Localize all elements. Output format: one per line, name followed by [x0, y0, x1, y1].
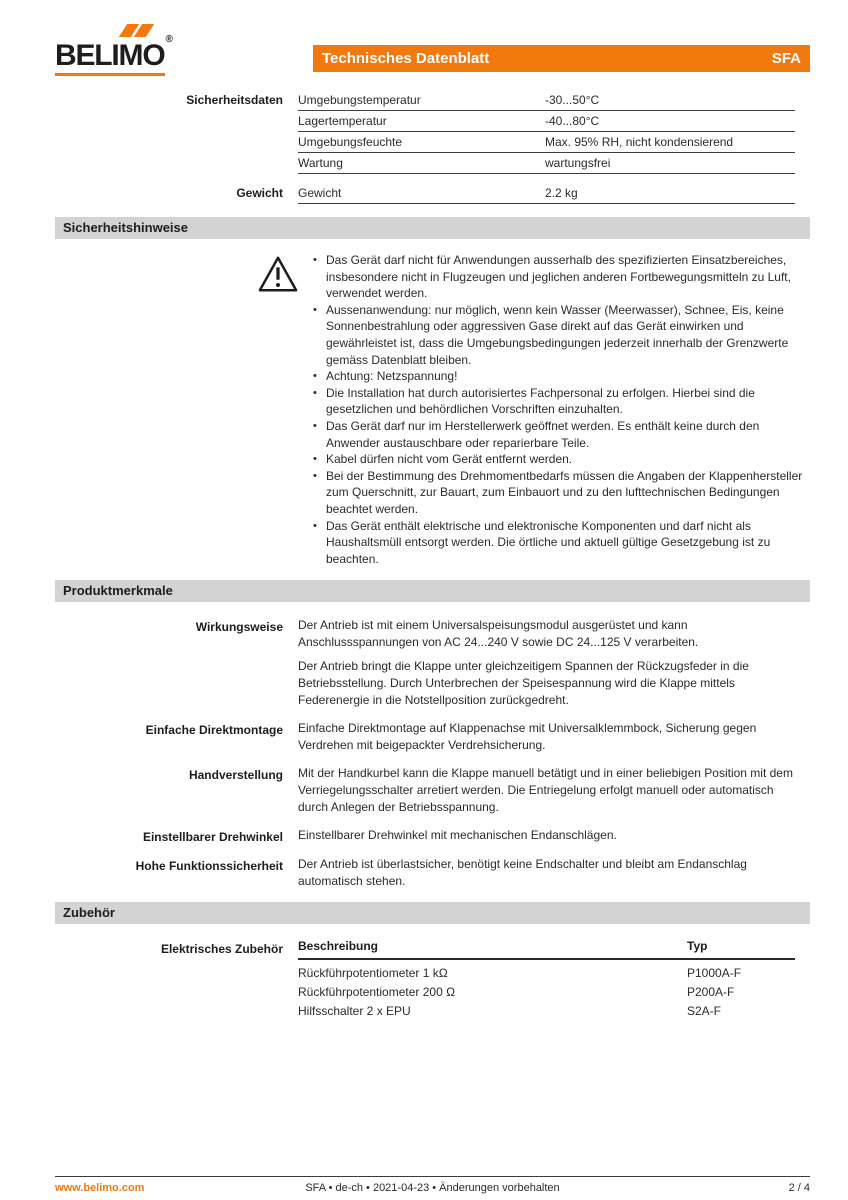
feature-label: Einfache Direktmontage [145, 723, 283, 738]
safety-note-text: Das Gerät darf nur im Herstellerwerk geöffnet werden. Es enthält keine durch den Anwender austauschbare oder reparierbare Teile. [326, 418, 760, 450]
accessories-table [298, 939, 795, 1020]
accessory-type: S2A-F [687, 1003, 722, 1018]
spec-name: Lagertemperatur [298, 114, 387, 128]
safety-note-item [313, 252, 810, 302]
accessory-row [298, 982, 795, 1001]
registered-mark-icon: ® [165, 34, 172, 45]
accessory-description: Rückführpotentiometer 1 kΩ [298, 965, 448, 980]
safety-note-item [313, 418, 810, 451]
safety-note-item [313, 368, 810, 385]
spec-value: wartungsfrei [545, 156, 611, 170]
safety-note-item [313, 302, 810, 368]
safety-note-text: Kabel dürfen nicht vom Gerät entfernt werden. [326, 452, 573, 467]
feature-paragraph: Der Antrieb bringt die Klappe unter gleichzeitigem Spannen der Rückzugsfeder in die Betriebsstellung. Durch Unterbrechen der Speisespannung wird die Klappe mittels Federenergie in die Notstellposition zurückgedreht. [298, 659, 749, 707]
spec-value: -40...80°C [545, 114, 600, 128]
bullet-icon: • [313, 469, 317, 482]
content [55, 90, 810, 1020]
bullet-icon: • [313, 453, 317, 466]
feature-description [298, 827, 795, 844]
feature-description [298, 617, 795, 708]
spec-name: Gewicht [298, 186, 342, 200]
safety-notes [55, 252, 810, 567]
product-feature [55, 720, 810, 753]
bullet-icon: • [313, 370, 317, 383]
product-feature [55, 856, 810, 889]
accessory-description: Rückführpotentiometer 200 Ω [298, 984, 456, 999]
safety-data-block [55, 90, 810, 174]
feature-paragraph: Einstellbarer Drehwinkel mit mechanischen Endanschlägen. [298, 828, 617, 843]
feature-label: Wirkungsweise [195, 620, 283, 635]
logo-brand: BELIMO [55, 39, 165, 72]
warning-triangle-icon [257, 254, 299, 294]
logo-text [55, 34, 172, 72]
feature-label: Hohe Funktionssicherheit [135, 859, 283, 874]
bullet-icon: • [313, 303, 317, 316]
feature-paragraph: Mit der Handkurbel kann die Klappe manuell betätigt und in einer beliebigen Position mit dem Verriegelungsschalter arretiert werden. Die Entriegelung erfolgt manuell oder automatisch durch Anlegen der Betriebsspannung. [298, 766, 793, 814]
accessories-group-label: Elektrisches Zubehör [160, 942, 283, 957]
safety-note-text: Die Installation hat durch autorisiertes Fachpersonal zu erfolgen. Hierbei sind die gesetzlichen und behördlichen Vorschriften einzuhalten. [326, 385, 755, 417]
spec-name: Umgebungstemperatur [298, 93, 421, 107]
section-bar-product-features: Produktmerkmale [55, 580, 810, 602]
product-feature [55, 617, 810, 708]
safety-note-item [313, 518, 810, 568]
spec-value: Max. 95% RH, nicht kondensierend [545, 135, 734, 149]
weight-table [298, 183, 795, 204]
product-features-list [55, 617, 810, 889]
safety-note-text: Das Gerät darf nicht für Anwendungen ausserhalb des spezifizierten Einsatzbereiches, insbesondere nicht in Flugzeugen und jeglichen anderen Fortbewegungsmitteln zu Luft, verwendet werden. [326, 253, 791, 301]
footer-document-info: SFA • de-ch • 2021-04-23 • Änderungen vorbehalten [305, 1182, 560, 1194]
safety-note-text: Bei der Bestimmung des Drehmomentbedarfs müssen die Angaben der Klappenhersteller zum Querschnitt, zur Bauart, zum Einbauort und zu den lufttechnischen Bedingungen beachtet werden. [326, 468, 803, 516]
accessory-type: P1000A-F [687, 965, 742, 980]
spec-row [298, 132, 795, 153]
accessories-table-header [298, 939, 795, 960]
feature-label: Einstellbarer Drehwinkel [142, 830, 283, 845]
document-title: Technisches Datenblatt [322, 50, 490, 67]
safety-note-item [313, 468, 810, 518]
warning-icon-column [55, 252, 313, 567]
safety-data-table [298, 90, 795, 174]
safety-note-text: Aussenanwendung: nur möglich, wenn kein Wasser (Meerwasser), Schnee, Eis, keine Sonnenbestrahlung oder aggressiven Gase direkt auf das Gerät einwirken und gewährleistet ist, dass die Umgebungsbedingungen jederzeit innerhalb der Grenzwerte gemäss Datenblatt bleiben. [326, 302, 789, 367]
feature-paragraph: Der Antrieb ist mit einem Universalspeisungsmodul ausgerüstet und kann Anschlussspannungen von AC 24...240 V sowie DC 24...125 V verarbeiten. [298, 618, 699, 649]
column-header-description: Beschreibung [298, 939, 379, 954]
product-feature [55, 765, 810, 815]
accessory-type: P200A-F [687, 984, 735, 999]
spec-row [298, 111, 795, 132]
bullet-icon: • [313, 519, 317, 532]
section-bar-safety-notes: Sicherheitshinweise [55, 217, 810, 239]
section-bar-accessories: Zubehör [55, 902, 810, 924]
bullet-icon: • [313, 254, 317, 266]
spec-row [298, 183, 795, 204]
safety-note-item [313, 451, 810, 468]
spec-value: 2.2 kg [545, 186, 578, 200]
product-code: SFA [771, 50, 801, 67]
weight-label: Gewicht [236, 186, 283, 200]
accessory-row [298, 1001, 795, 1020]
feature-description [298, 856, 795, 889]
bullet-icon: • [313, 419, 317, 432]
safety-note-text: Das Gerät enthält elektrische und elektronische Komponenten und darf nicht als Haushaltsmüll entsorgt werden. Die örtliche und aktuell gültige Gesetzgebung ist zu beachten. [326, 518, 771, 566]
safety-note-item [313, 385, 810, 418]
logo-underline [55, 73, 165, 76]
safety-notes-list [313, 252, 810, 567]
website-link[interactable]: www.belimo.com [55, 1182, 145, 1194]
page-footer [55, 1176, 810, 1194]
spec-name: Wartung [298, 156, 343, 170]
feature-paragraph: Der Antrieb ist überlastsicher, benötigt keine Endschalter und bleibt am Endanschlag automatisch stehen. [298, 857, 747, 888]
safety-note-text: Achtung: Netzspannung! [326, 369, 458, 384]
spec-value: -30...50°C [545, 93, 600, 107]
feature-description [298, 765, 795, 815]
bullet-icon: • [313, 386, 317, 399]
document-title-bar [313, 45, 810, 72]
spec-row [298, 90, 795, 111]
feature-paragraph: Einfache Direktmontage auf Klappenachse mit Universalklemmbock, Sicherung gegen Verdrehen mit beigepackter Verdrehsicherung. [298, 721, 757, 752]
accessory-row [298, 963, 795, 982]
belimo-logo [55, 24, 171, 76]
accessories-block [55, 939, 810, 1020]
page-number: 2 / 4 [788, 1182, 810, 1194]
safety-data-label: Sicherheitsdaten [186, 93, 283, 107]
spec-row [298, 153, 795, 174]
accessories-table-rows [298, 960, 795, 1020]
spec-name: Umgebungsfeuchte [298, 135, 403, 149]
feature-label: Handverstellung [188, 768, 283, 783]
weight-block [55, 183, 810, 204]
accessory-description: Hilfsschalter 2 x EPU [298, 1003, 411, 1018]
feature-description [298, 720, 795, 753]
column-header-type: Typ [687, 939, 708, 954]
product-feature [55, 827, 810, 844]
